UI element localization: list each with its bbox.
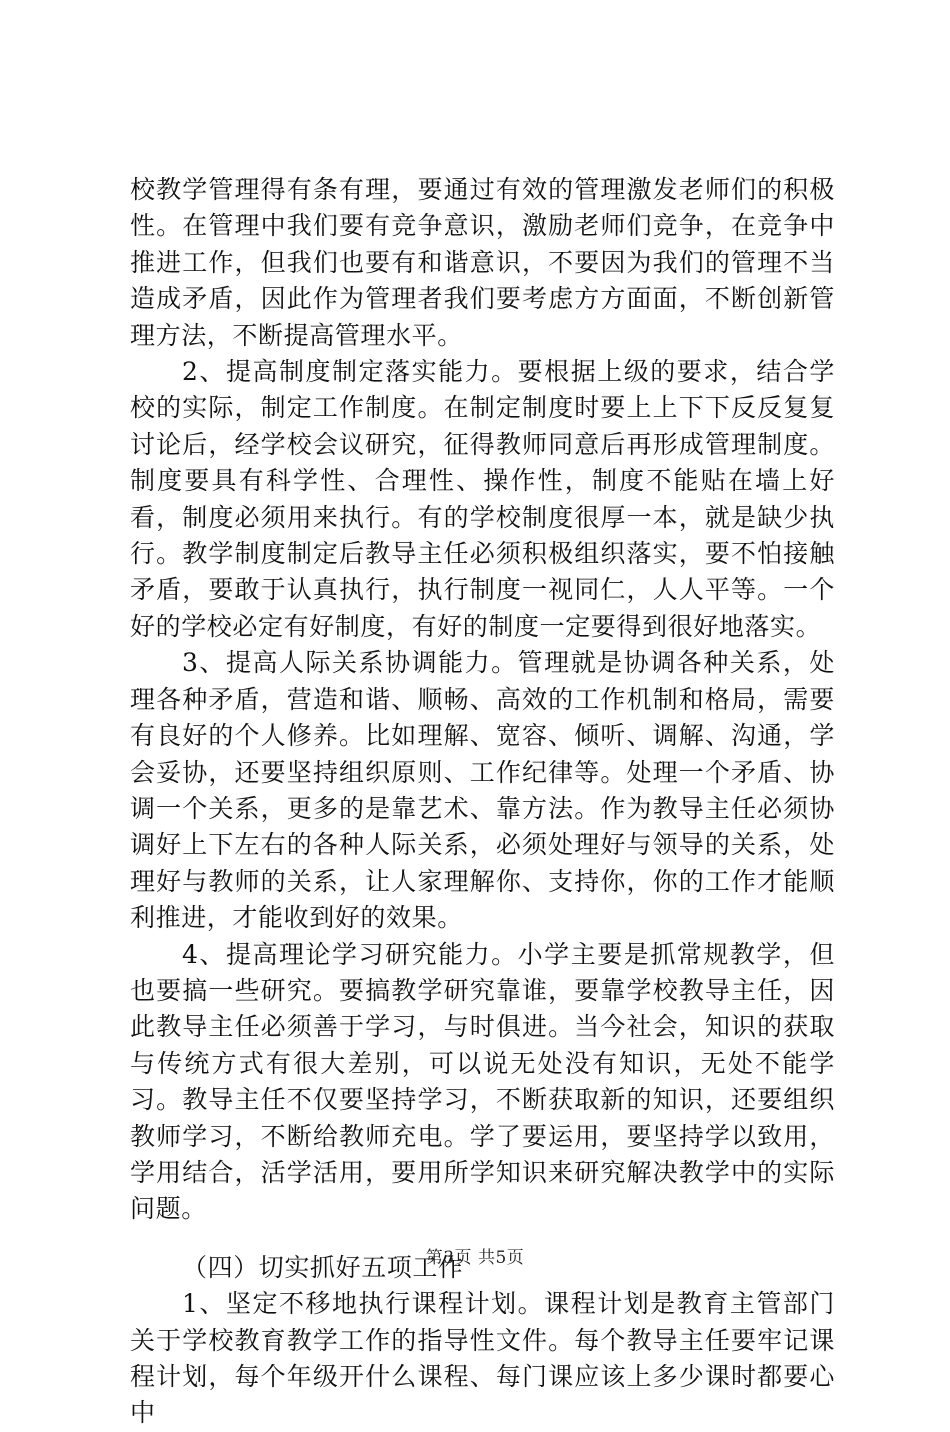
paragraph-item-2: 2、提高制度制定落实能力。要根据上级的要求，结合学校的实际，制定工作制度。在制定制度时要上上下下反反复复讨论后，经学校会议研究，征得教师同意后再形成管理制度。制度要具有科学性、合理性、操作性，制度不能贴在墙上好看，制度必须用来执行。有的学校制度很厚一本，就是缺少执行。教学制度制定后教导主任必须积极组织落实，要不怕接触矛盾，要敢于认真执行，执行制度一视同仁，人人平等。一个好的学校必定有好制度，有好的制度一定要得到很好地落实。 bbox=[130, 357, 835, 641]
paragraph-item-4: 4、提高理论学习研究能力。小学主要是抓常规教学，但也要搞一些研究。要搞教学研究靠谁，要靠学校教导主任，因此教导主任必须善于学习，与时俱进。当今社会，知识的获取与传统方式有很大差别，可以说无处没有知识，无处不能学习。教导主任不仅要坚持学习，不断获取新的知识，还要组织教师学习，不断给教师充电。学了要运用，要坚持学以致用，学用结合，活学活用，要用所学知识来研究解决教学中的实际问题。 bbox=[130, 939, 835, 1224]
paragraph-continuation: 校教学管理得有条有理，要通过有效的管理激发老师们的积极性。在管理中我们要有竞争意识，激励老师们竞争，在竞争中推进工作，但我们也要有和谐意识，不要因为我们的管理不当造成矛盾，因此作为管理者我们要考虑方方面面，不断创新管理方法，不断提高管理水平。 bbox=[130, 175, 835, 350]
page-number-footer: 第3页 共5页 bbox=[425, 1248, 525, 1268]
section-heading: （四）切实抓好五项工作 bbox=[182, 1252, 464, 1282]
section-paragraph-item-1: 1、坚定不移地执行课程计划。课程计划是教育主管部门关于学校教育教学工作的指导性文件。每个教导主任要牢记课程计划，每个年级开什么课程、每门课应该上多少课时都要心中 bbox=[130, 1289, 835, 1428]
paragraph-item-3: 3、提高人际关系协调能力。管理就是协调各种关系，处理各种矛盾，营造和谐、顺畅、高效的工作机制和格局，需要有良好的个人修养。比如理解、宽容、倾听、调解、沟通，学会妥协，还要坚持组织原则、工作纪律等。处理一个矛盾、协调一个关系，更多的是靠艺术、靠方法。作为教导主任必须协调好上下左右的各种人际关系，必须处理好与领导的关系，处理好与教师的关系，让人家理解你、支持你，你的工作才能顺利推进，才能收到好的效果。 bbox=[130, 648, 835, 933]
